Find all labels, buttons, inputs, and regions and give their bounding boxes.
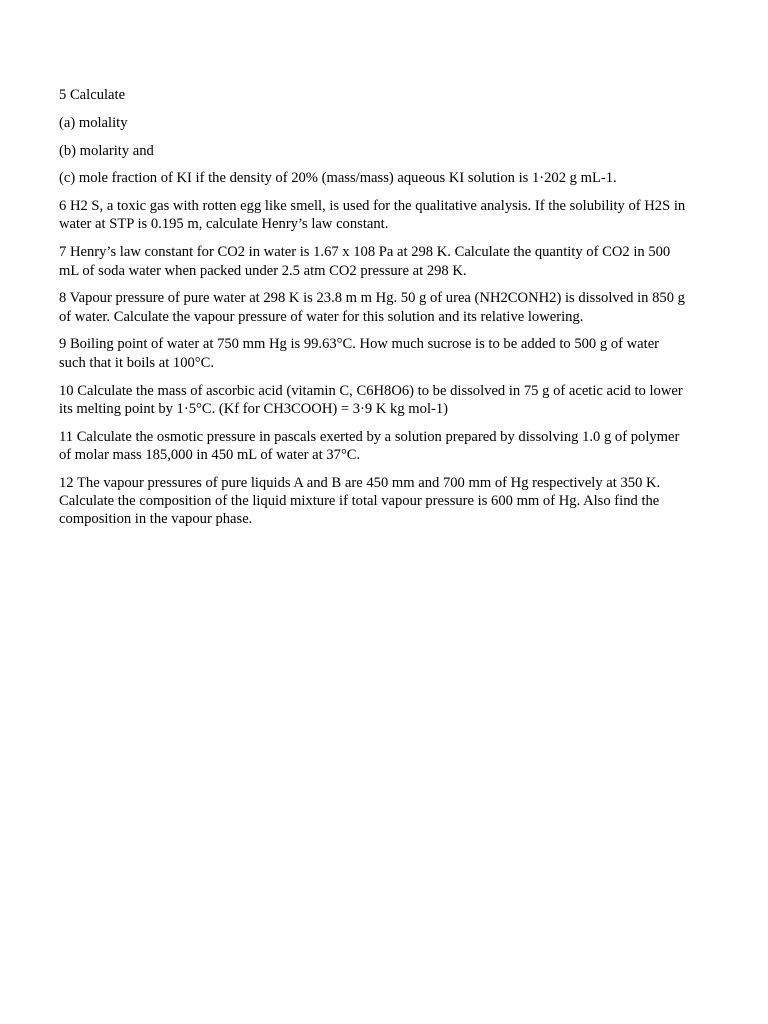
- question-5-part-b: (b) molarity and: [59, 142, 154, 159]
- question-11: 11 Calculate the osmotic pressure in pascals exerted by a solution prepared by dissolving 1.0 g of polymer of molar mass 185,000 in 450 mL of water at 37°C.: [59, 428, 680, 463]
- question-6: 6 H2 S, a toxic gas with rotten egg like smell, is used for the qualitative analysis. If the solubility of H2S in water at STP is 0.195 m, calculate Henry’s law constant.: [59, 198, 686, 233]
- question-5-heading: 5 Calculate: [59, 87, 126, 103]
- question-12: 12 The vapour pressures of pure liquids A and B are 450 mm and 700 mm of Hg respectively at 350 K. Calculate the composition of the liquid mixture if total vapour pressure is 600 mm of Hg. Also find the composition in the vapour phase.: [59, 474, 661, 528]
- question-10: 10 Calculate the mass of ascorbic acid (vitamin C, C6H8O6) to be dissolved in 75 g of acetic acid to lower its melting point by 1·5°C. (Kf for CH3COOH) = 3·9 K kg mol-1): [59, 382, 683, 417]
- question-7: 7 Henry’s law constant for CO2 in water is 1.67 x 108 Pa at 298 K. Calculate the quantity of CO2 in 500 mL of soda water when packed under 2.5 atm CO2 pressure at 298 K.: [59, 244, 671, 279]
- question-9: 9 Boiling point of water at 750 mm Hg is 99.63°C. How much sucrose is to be added to 500 g of water such that it boils at 100°C.: [59, 336, 660, 371]
- question-8: 8 Vapour pressure of pure water at 298 K is 23.8 m m Hg. 50 g of urea (NH2CONH2) is dissolved in 850 g of water. Calculate the vapour pressure of water for this solution and its relative lowering.: [59, 290, 685, 325]
- question-5-part-a: (a) molality: [59, 114, 128, 131]
- question-5-part-c: (c) mole fraction of KI if the density of 20% (mass/mass) aqueous KI solution is 1·202 g mL-1.: [59, 170, 617, 187]
- document-body: [59, 86, 689, 538]
